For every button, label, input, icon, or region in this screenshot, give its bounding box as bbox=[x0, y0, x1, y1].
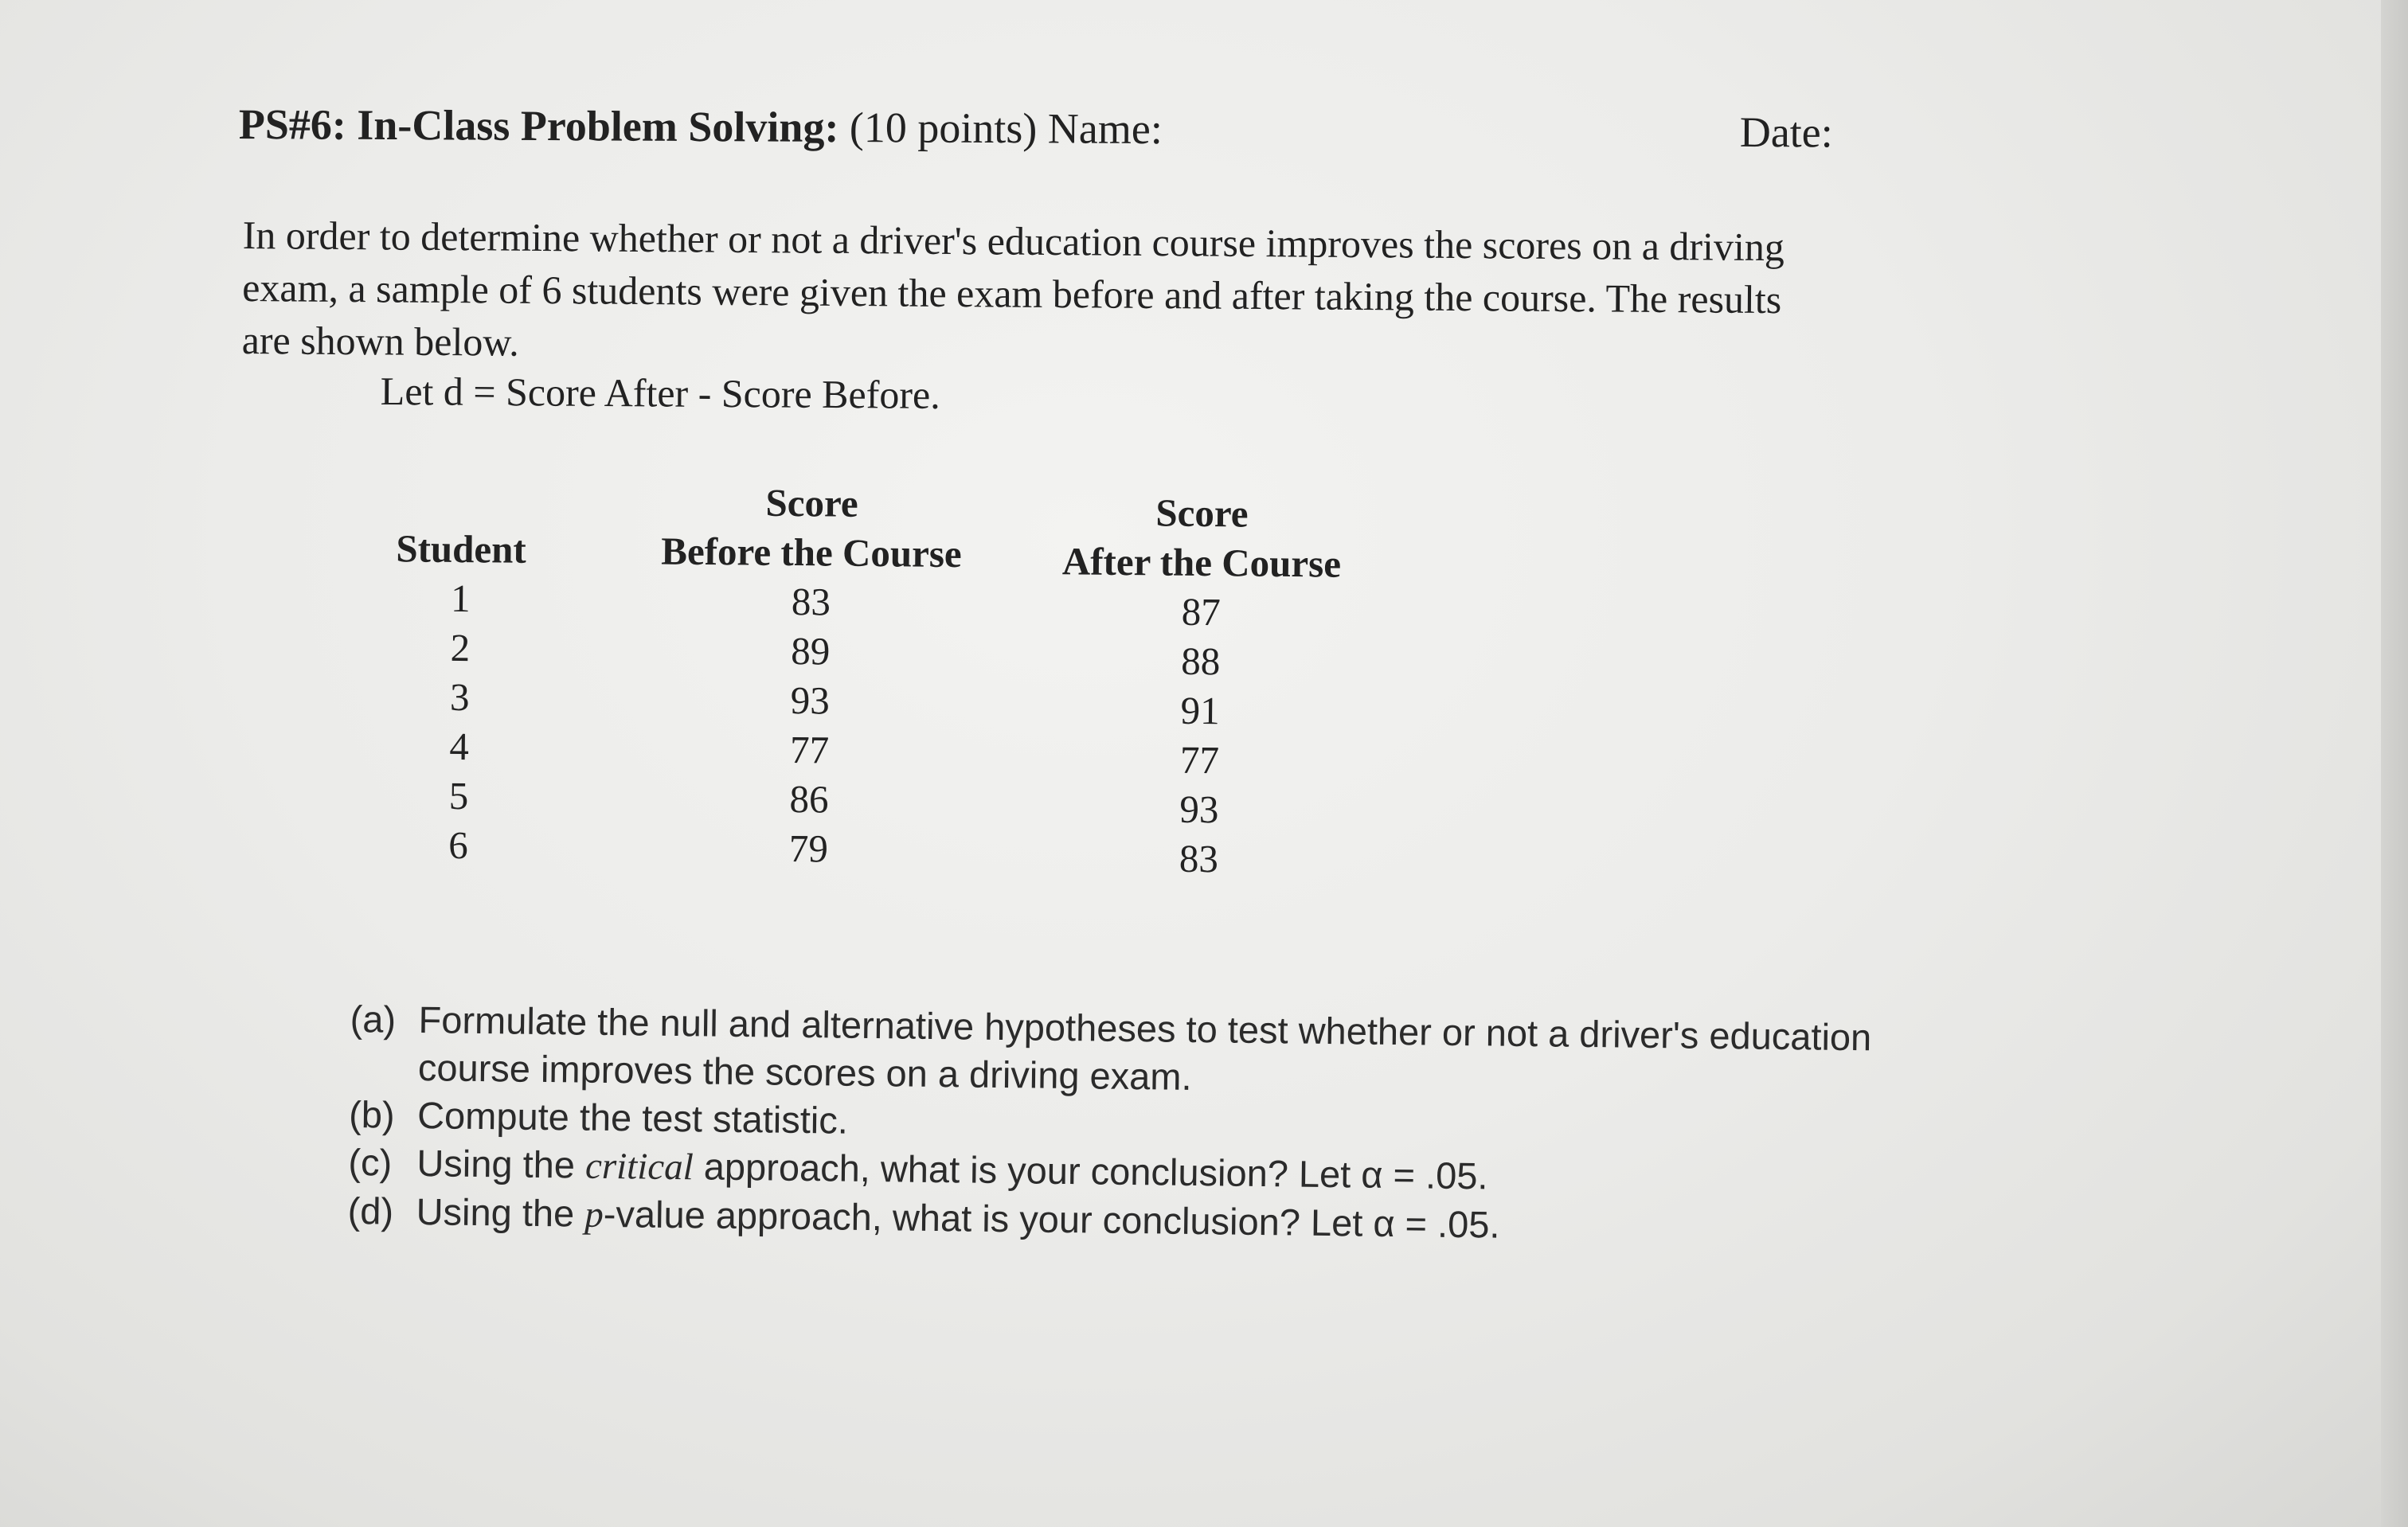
table-cell: 1 bbox=[450, 576, 471, 621]
table-cell: 4 bbox=[449, 724, 470, 769]
column-header bbox=[636, 472, 987, 579]
question-letter: (a) bbox=[350, 997, 397, 1041]
table-cell: 88 bbox=[1180, 639, 1221, 684]
after-column bbox=[1031, 476, 1370, 885]
table-cell: 83 bbox=[791, 580, 831, 624]
points-name-label: (10 points) Name: bbox=[849, 103, 1163, 154]
header-after-line2: After the Course bbox=[1061, 539, 1342, 586]
question-text-pre: Using the bbox=[416, 1142, 586, 1186]
question-text-italic: p bbox=[584, 1193, 604, 1236]
table-cell: 91 bbox=[1180, 688, 1220, 733]
question-text-post: -value approach, what is your conclusion? Let α = .05. bbox=[603, 1192, 1500, 1246]
page-title: PS#6: In-Class Problem Solving: bbox=[238, 100, 839, 151]
problem-intro bbox=[241, 209, 2042, 381]
date-label: Date: bbox=[1739, 107, 1833, 157]
table-cell: 86 bbox=[789, 777, 829, 822]
table-cell: 77 bbox=[1179, 737, 1220, 783]
table-cell: 79 bbox=[788, 826, 829, 871]
column-header bbox=[1034, 476, 1370, 589]
question-letter: (b) bbox=[348, 1092, 395, 1136]
table-cell: 77 bbox=[789, 728, 830, 772]
intro-line: are shown below. bbox=[241, 317, 519, 365]
question-text: Compute the test statistic. bbox=[416, 1094, 849, 1142]
table-cell: 83 bbox=[1179, 836, 1219, 881]
header-student: Student bbox=[396, 526, 526, 572]
header-before-line1: Score bbox=[765, 480, 858, 525]
question-text-pre: Using the bbox=[416, 1190, 585, 1235]
header-before-line2: Before the Course bbox=[661, 529, 962, 576]
question-text: Formulate the null and alternative hypotheses to test whether or not a driver's education bbox=[418, 998, 1872, 1059]
question-letter: (c) bbox=[348, 1140, 393, 1184]
definition-line: Let d = Score After - Score Before. bbox=[380, 368, 940, 417]
column-header bbox=[373, 470, 549, 575]
before-column bbox=[633, 472, 987, 875]
question-text: course improves the scores on a driving exam. bbox=[417, 1046, 1192, 1098]
question-list bbox=[347, 995, 1959, 1256]
table-cell: 89 bbox=[791, 629, 831, 674]
before-cells bbox=[633, 576, 987, 875]
question-letter: (d) bbox=[347, 1189, 394, 1232]
table-cell: 3 bbox=[449, 674, 470, 720]
table-cell: 87 bbox=[1181, 589, 1222, 635]
table-cell: 2 bbox=[450, 625, 471, 670]
intro-line: exam, a sample of 6 students were given the exam before and after taking the course. The results bbox=[242, 264, 1782, 322]
score-table bbox=[370, 470, 1409, 893]
table-cell: 93 bbox=[1179, 787, 1219, 832]
table-cell: 5 bbox=[448, 773, 469, 818]
student-cells bbox=[370, 573, 549, 871]
table-cell: 93 bbox=[790, 678, 831, 723]
student-column bbox=[370, 470, 549, 871]
question-text-post: approach, what is your conclusion? Let α = .05. bbox=[693, 1145, 1488, 1197]
header-after-line1: Score bbox=[1155, 490, 1249, 536]
after-cells bbox=[1031, 586, 1369, 885]
table-cell: 6 bbox=[448, 822, 468, 868]
document-header bbox=[239, 100, 1879, 172]
question-text-italic: critical bbox=[584, 1145, 694, 1189]
intro-line: In order to determine whether or not a driver's education course improves the scores on a driving bbox=[242, 212, 1785, 270]
